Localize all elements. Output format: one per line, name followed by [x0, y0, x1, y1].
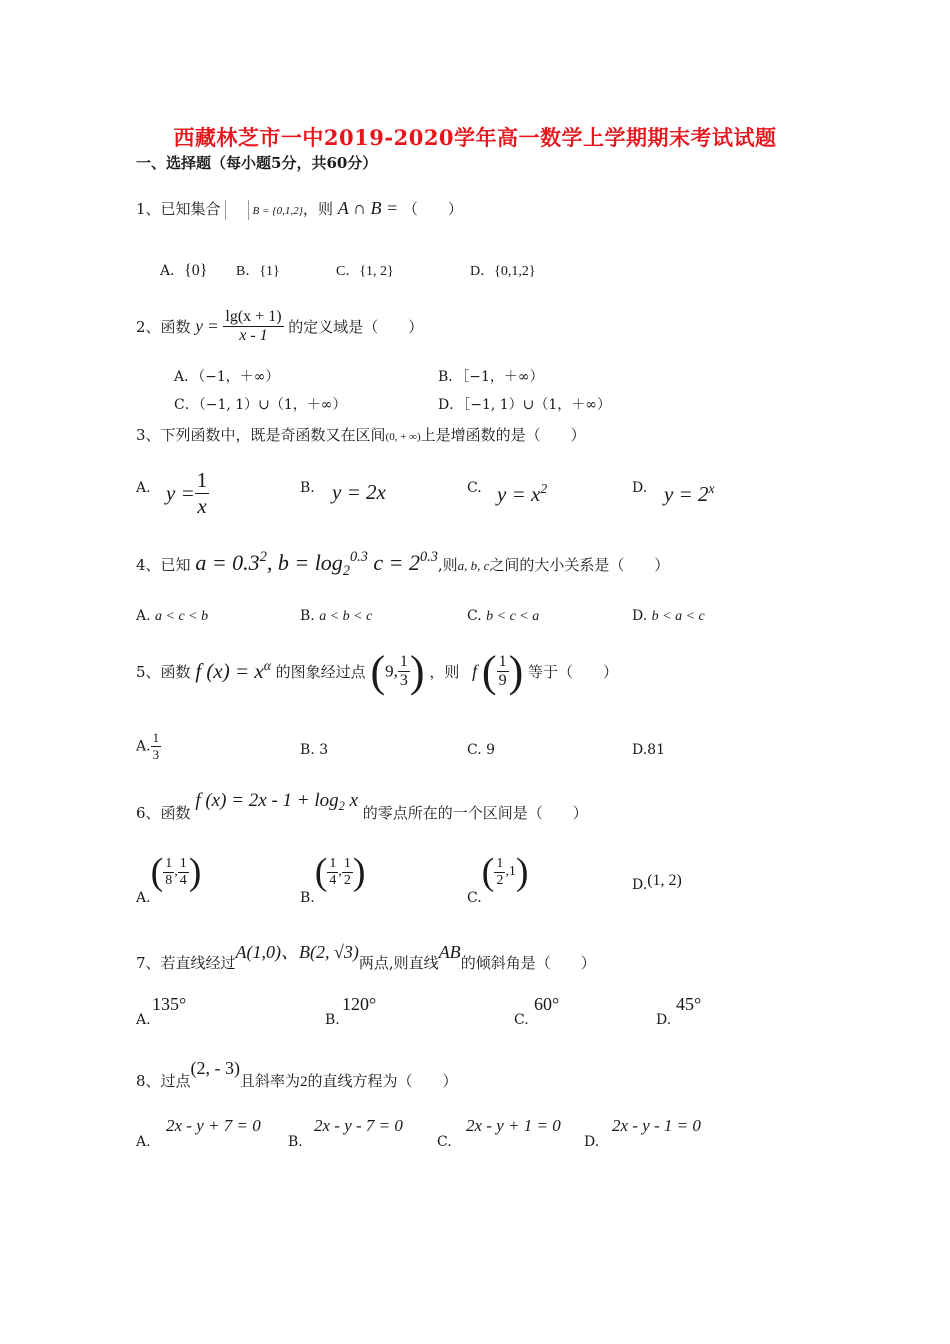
q5-f-fraction	[497, 653, 509, 690]
q3-d-exp: x	[708, 480, 715, 496]
q6-c-frac1	[494, 856, 505, 889]
q8-tail1: 且斜率为	[240, 1072, 301, 1090]
q5-a-fraction	[151, 730, 162, 763]
q8-option-d-label: D.	[584, 1134, 600, 1150]
q6-b-n1: 1	[329, 855, 337, 871]
q3-tail: 上是增函数的是（ ）	[420, 426, 586, 444]
q6-label: 6、函数	[136, 804, 191, 822]
q7-option-b: 120°	[342, 994, 377, 1014]
q3-d-base: y = 2	[664, 482, 709, 506]
q5-f: f	[472, 661, 478, 681]
q6-option-d	[632, 872, 682, 893]
q6-b-lparen: (	[314, 851, 328, 893]
q3-interval: (0, + ∞)	[385, 431, 421, 443]
q5-option-a	[136, 730, 161, 763]
q6-a-d1: 8	[165, 872, 173, 888]
q3-option-b: y = 2x	[332, 480, 386, 504]
q7-option-b-label: B.	[325, 1012, 340, 1028]
q6-fx-sub: 2	[338, 799, 345, 814]
q6-b-frac2	[342, 856, 353, 889]
q4-b-sub: 2	[342, 563, 350, 579]
q5-pt-num: 1	[399, 653, 408, 670]
q3-option-d-label: D.	[632, 480, 648, 496]
q6-b-rparen: )	[352, 851, 366, 893]
q6-fx-x: x	[349, 790, 358, 811]
q4-tail: 之间的大小关系是（ ）	[489, 556, 670, 574]
q6-a-rparen: )	[188, 851, 202, 893]
q4-option-c	[467, 608, 539, 625]
q5-pt-9: 9,	[385, 661, 398, 681]
q5-fx-base: f (x) = x	[195, 659, 264, 683]
q6-b-n2: 1	[343, 855, 351, 871]
q4-c-label: C.	[467, 608, 482, 624]
question-3	[136, 424, 586, 445]
q5-f-den: 9	[498, 672, 507, 689]
q4-option-a	[136, 608, 208, 625]
q2-label: 2、函数	[136, 318, 191, 336]
q6-b-d1: 4	[329, 872, 337, 888]
q5-option-c: C. 9	[467, 742, 496, 758]
question-4	[136, 549, 670, 579]
q6-option-a: A.( $\frac{1}{8}$ , $\frac{1}{4}$ )	[136, 851, 202, 906]
q5-a-den: 3	[152, 747, 160, 762]
q6-a-frac2	[178, 856, 189, 889]
q6-a-frac1	[163, 856, 174, 889]
q8-slope: 2	[300, 1074, 308, 1090]
q7-option-a-label: A.	[136, 1012, 151, 1028]
q4-a-value: a < c < b	[155, 609, 209, 624]
q2-option-b: B．［−1，＋∞）	[438, 369, 544, 385]
q1-expr: A ∩ B =	[337, 198, 399, 218]
q1-blank: （ ）	[402, 200, 463, 218]
q1-option-a-value: {0}	[184, 262, 208, 279]
q4-option-d	[632, 608, 705, 625]
q4-b-label: B.	[300, 608, 315, 624]
q2-denominator: x - 1	[223, 326, 283, 345]
q5-mid2: ，则	[429, 663, 460, 681]
q6-d-value: (1, 2)	[647, 872, 682, 889]
q6-a-d2: 4	[179, 872, 187, 888]
q7-tail: 的倾斜角是（ ）	[460, 954, 596, 972]
q3-a-y: y =	[166, 481, 195, 505]
q6-fx	[195, 790, 358, 814]
question-7	[136, 938, 596, 972]
q6-option-b: B.( $\frac{1}{4}$ , $\frac{1}{2}$ )	[300, 851, 366, 906]
q5-a-num: 1	[152, 730, 160, 745]
section-heading: 一、选择题（每小题5分，共60分）	[136, 154, 378, 172]
q6-c-one: 1	[508, 864, 516, 879]
q8-option-b: 2x - y - 7 = 0	[314, 1116, 403, 1135]
q3-option-a	[166, 468, 209, 519]
q4-label: 4、已知	[136, 556, 191, 574]
q3-a-num: 1	[196, 468, 208, 492]
q6-a-n2: 1	[179, 855, 187, 871]
q1-option-b: B．{1}	[236, 264, 280, 279]
set-a-image	[225, 200, 249, 220]
q7-ab: AB	[438, 942, 461, 962]
q6-b-label: B.	[300, 890, 315, 906]
q6-c-d1: 2	[496, 872, 504, 888]
q3-c-base: y = x	[497, 482, 541, 506]
q2-option-d: D．［−1, 1）∪（1，＋∞）	[438, 397, 611, 413]
question-8	[136, 1058, 458, 1090]
q4-c-exp: 0.3	[419, 549, 438, 566]
q2-option-a: A．（−1，＋∞）	[174, 369, 280, 385]
q7-option-d: 45°	[676, 994, 702, 1014]
q6-d-label: D.	[632, 877, 648, 893]
q4-b-exp: 0.3	[349, 549, 368, 566]
q8-option-c-label: C.	[437, 1134, 452, 1150]
q3-label: 3、下列函数中，既是奇函数又在区间	[136, 426, 386, 444]
q5-mid: 的图象经过点	[275, 663, 366, 681]
q5-option-b: B. 3	[300, 742, 329, 758]
q7-option-d-label: D.	[656, 1012, 672, 1028]
q4-option-b	[300, 608, 372, 625]
q2-fraction	[223, 308, 283, 345]
q6-option-c: C.( $\frac{1}{2}$ ,1)	[467, 851, 529, 906]
q5-option-d: D.81	[632, 742, 665, 758]
question-2	[136, 308, 423, 345]
q5-fx-exp: α	[263, 657, 271, 673]
q4-b-base: , b = log	[266, 550, 343, 575]
q1-set-b: B = {0,1,2}	[252, 205, 303, 217]
q6-a-lparen: (	[150, 851, 164, 893]
q4-c-value: b < c < a	[486, 609, 540, 624]
q7-label: 7、若直线经过	[136, 954, 236, 972]
q8-option-a: 2x - y + 7 = 0	[166, 1116, 261, 1135]
q6-fx-base: f (x) = 2x - 1 + log	[195, 790, 339, 811]
q6-c-rparen: )	[515, 851, 529, 893]
q2-y: y =	[195, 316, 219, 336]
q5-tail: 等于（ ）	[528, 663, 619, 681]
q5-pt-den: 3	[399, 672, 408, 689]
q5-label: 5、函数	[136, 663, 191, 681]
q4-a-label: A.	[136, 608, 151, 624]
q1-option-c: C．{1, 2}	[336, 264, 394, 279]
q8-tail2: 的直线方程为（ ）	[307, 1072, 458, 1090]
q6-a-n1: 1	[165, 855, 173, 871]
q2-tail: 的定义域是（ ）	[288, 318, 424, 336]
q5-f-num: 1	[498, 653, 507, 670]
q1-label: 1、已知集合	[136, 200, 221, 218]
q8-option-d: 2x - y - 1 = 0	[612, 1116, 701, 1135]
q4-a	[195, 549, 438, 579]
q6-b-frac1	[327, 856, 338, 889]
q6-c-n1: 1	[496, 855, 504, 871]
q3-a-den: x	[195, 493, 210, 519]
q5-a-label: A.	[136, 738, 151, 755]
q3-c-exp: 2	[540, 480, 548, 496]
q5-rparen: )	[409, 647, 425, 696]
q6-c-lparen: (	[481, 851, 495, 893]
q4-mid: ,则	[437, 556, 458, 574]
q6-a-label: A.	[136, 890, 151, 906]
q4-a-exp: 2	[259, 549, 267, 566]
q4-d-value: b < a < c	[651, 609, 705, 624]
q8-option-b-label: B.	[288, 1134, 303, 1150]
q7-option-c: 60°	[534, 994, 560, 1014]
question-6	[136, 790, 588, 822]
q5-f-lparen: (	[481, 647, 497, 696]
q1-option-a	[160, 260, 207, 280]
q8-point: (2, - 3)	[190, 1058, 241, 1078]
q7-option-a: 135°	[152, 994, 187, 1014]
q1-mid: ，则	[303, 200, 334, 218]
q4-abc: a, b, c	[457, 558, 490, 573]
q8-option-a-label: A.	[136, 1134, 151, 1150]
q3-option-b-label: B.	[300, 480, 315, 496]
q5-f-rparen: )	[508, 647, 524, 696]
q7-option-c-label: C.	[514, 1012, 529, 1028]
q7-mid: 两点,则直线	[358, 954, 439, 972]
question-5	[136, 646, 618, 697]
q4-a-base: a = 0.3	[195, 550, 260, 575]
q5-pt-fraction	[398, 653, 410, 690]
q4-b-value: a < b < c	[319, 609, 373, 624]
q6-c-label: C.	[467, 890, 482, 906]
q3-option-c-label: C.	[467, 480, 482, 496]
q5-fx	[195, 659, 271, 683]
q2-numerator: lg(x + 1)	[225, 308, 282, 325]
q2-option-c: C．（−1, 1）∪（1，＋∞）	[174, 397, 347, 413]
q7-points: A(1,0)、B(2, √3)	[235, 942, 359, 962]
q8-label: 8、过点	[136, 1072, 191, 1090]
q3-option-d	[664, 482, 715, 507]
q6-b-d2: 2	[343, 872, 351, 888]
page-title: 西藏林芝市一中2019-2020学年高一数学上学期期末考试试题	[173, 125, 777, 150]
q8-option-c: 2x - y + 1 = 0	[466, 1116, 561, 1135]
question-1	[136, 198, 463, 220]
q4-c-base: c = 2	[373, 550, 420, 575]
q3-option-a-label: A.	[136, 480, 151, 496]
q4-d-label: D.	[632, 608, 648, 624]
q3-option-c	[497, 482, 547, 507]
q3-a-fraction	[195, 468, 210, 519]
q6-tail: 的零点所在的一个区间是（ ）	[362, 804, 588, 822]
q1-option-a-label: A．	[160, 263, 185, 279]
q1-option-d: D．{0,1,2}	[470, 264, 536, 279]
q5-lparen: (	[370, 647, 386, 696]
